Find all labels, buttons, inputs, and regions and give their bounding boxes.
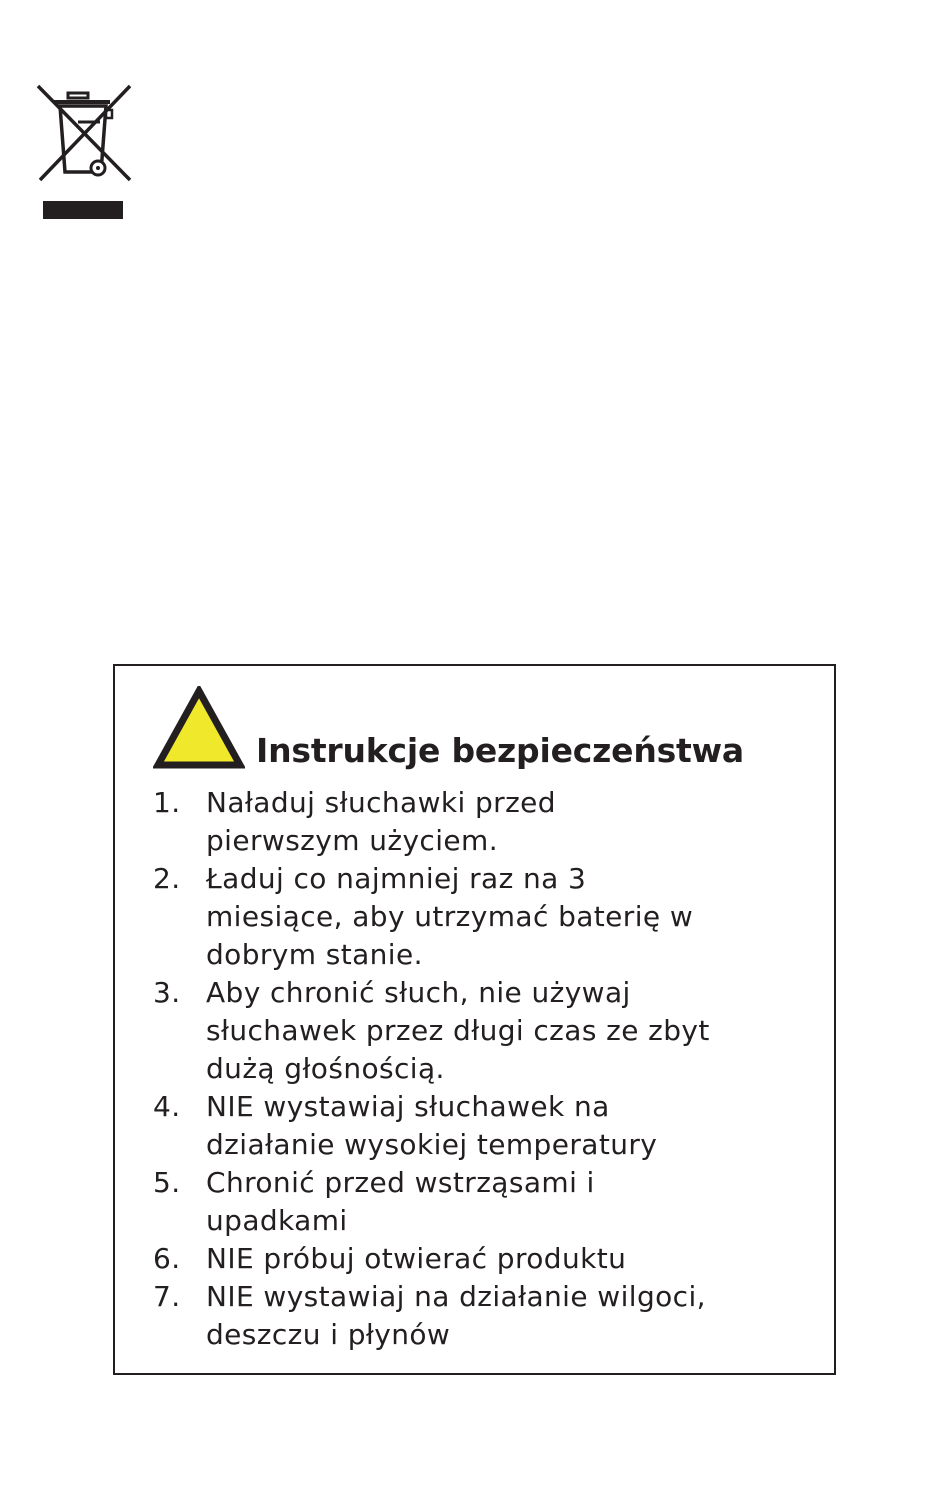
- warning-triangle-icon: [153, 686, 245, 770]
- list-item: [153, 1240, 793, 1278]
- item-text: Naładuj słuchawki przed pierwszym użyciem.: [206, 786, 556, 857]
- item-number: 3.: [153, 976, 181, 1009]
- list-item: [153, 784, 793, 860]
- item-text: Chronić przed wstrząsami i upadkami: [206, 1166, 595, 1237]
- list-item: [153, 860, 793, 974]
- safety-heading: [153, 684, 744, 770]
- item-number: 7.: [153, 1280, 181, 1313]
- list-item: [153, 1164, 793, 1240]
- list-item: [153, 1278, 793, 1354]
- item-number: 5.: [153, 1166, 181, 1199]
- item-number: 4.: [153, 1090, 181, 1123]
- item-text: NIE próbuj otwierać produktu: [206, 1242, 627, 1275]
- item-number: 6.: [153, 1242, 181, 1275]
- item-text: NIE wystawiaj słuchawek na działanie wysokiej temperatury: [206, 1090, 658, 1161]
- item-text: Ładuj co najmniej raz na 3 miesiące, aby utrzymać baterię w dobrym stanie.: [206, 862, 694, 971]
- weee-bin-icon: [34, 82, 134, 224]
- safety-instructions-box: [113, 664, 836, 1375]
- list-item: [153, 1088, 793, 1164]
- list-item: [153, 974, 793, 1088]
- item-number: 1.: [153, 786, 181, 819]
- item-text: NIE wystawiaj na działanie wilgoci, deszczu i płynów: [206, 1280, 706, 1351]
- item-text: Aby chronić słuch, nie używaj słuchawek przez długi czas ze zbyt dużą głośnością.: [206, 976, 710, 1085]
- item-number: 2.: [153, 862, 181, 895]
- safety-title: Instrukcje bezpieczeństwa: [256, 731, 744, 770]
- crossed-bin-icon: [34, 82, 134, 224]
- safety-list: [153, 784, 793, 1354]
